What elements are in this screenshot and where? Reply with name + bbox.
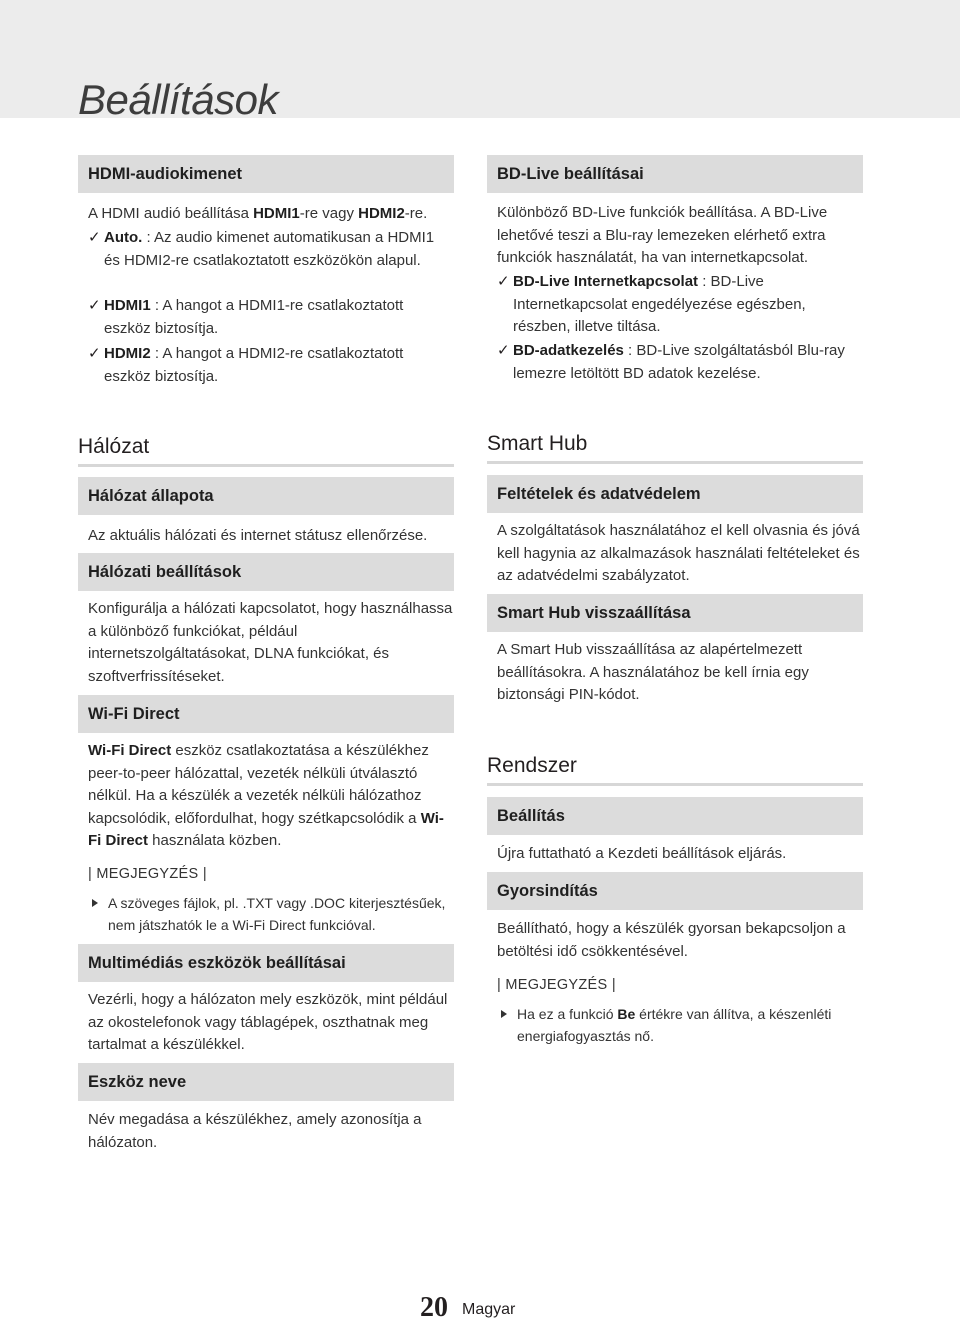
option-text: : Az audio kimenet automatikusan a HDMI1 és HDMI2-re csatlakoztatott eszközökön alapul. <box>104 229 435 269</box>
check-icon: ✓ <box>497 342 510 359</box>
option-text: : BD-Live Internetkapcsolat engedélyezése egészben, részben, illetve tiltása. <box>513 273 806 335</box>
smart-hub-reset-text: A Smart Hub visszaállítása az alapértelmezett beállításokra. A használatához be kell írnia egy biztonsági PIN-kódot. <box>497 641 809 703</box>
network-status-text: Az aktuális hálózati és internet státusz ellenőrzése. <box>88 527 428 544</box>
option-bdlive-internet <box>497 271 863 339</box>
note-label: | MEGJEGYZÉS | <box>88 866 207 882</box>
intro-text: -re. <box>404 205 428 222</box>
page-number: 20 <box>420 1292 448 1323</box>
option-label: Auto. <box>104 229 143 246</box>
smart-hub-reset-heading: Smart Hub visszaállítása <box>487 594 863 632</box>
terms-heading: Feltételek és adatvédelem <box>487 475 863 513</box>
setup-heading: Beállítás <box>487 797 863 835</box>
option-text: : A hangot a HDMI2-re csatlakoztatott eszköz biztosítja. <box>104 345 404 385</box>
wifi-direct-term: Wi-Fi Direct <box>88 809 444 849</box>
option-auto <box>88 227 454 272</box>
option-label: BD-adatkezelés <box>513 342 624 359</box>
bdlive-intro: Különböző BD-Live funkciók beállítása. A BD-Live lehetővé teszi a Blu-ray lemezeken elérhető extra funkciók használatát, ha van internetkapcsolat. <box>497 204 828 266</box>
page-header <box>0 0 960 123</box>
option-hdmi1 <box>88 295 454 340</box>
note-label: | MEGJEGYZÉS | <box>497 977 616 993</box>
intro-text: -re vagy <box>299 205 359 222</box>
note-value-be: Be <box>617 1006 636 1022</box>
hdmi-audio-heading: HDMI-audiokimenet <box>78 155 454 193</box>
triangle-bullet-icon <box>501 1010 507 1018</box>
multimedia-heading: Multimédiás eszközök beállításai <box>78 944 454 982</box>
note-item <box>497 1003 857 1047</box>
setup-text: Újra futtatható a Kezdeti beállítások eljárás. <box>497 845 787 862</box>
smart-hub-group-title: Smart Hub <box>487 429 863 464</box>
option-text: : A hangot a HDMI1-re csatlakoztatott eszköz biztosítja. <box>104 297 404 337</box>
option-bd-data <box>497 340 863 385</box>
device-name-text: Név megadása a készülékhez, amely azonosítja a hálózaton. <box>88 1111 422 1151</box>
option-hdmi2 <box>88 343 454 388</box>
wifi-direct-body: használata közben. <box>148 832 282 849</box>
hdmi-audio-intro <box>88 203 454 226</box>
network-settings-heading: Hálózati beállítások <box>78 553 454 591</box>
intro-hdmi1: HDMI1 <box>253 205 300 222</box>
quickstart-text: Beállítható, hogy a készülék gyorsan bekapcsoljon a betöltési idő csökkentésével. <box>497 920 846 960</box>
page-language: Magyar <box>462 1301 516 1318</box>
page-title: Beállítások <box>78 76 278 123</box>
wifi-direct-text <box>88 740 454 853</box>
check-icon: ✓ <box>497 273 510 290</box>
wifi-direct-body: eszköz csatlakoztatása a készülékhez peer-to-peer hálózattal, vezeték nélküli útválasztó nélkül. Ha a készülék a vezeték nélküli hálózathoz kapcsolódik, előfordulhat, hogy szétkapcsolódik a <box>88 742 429 827</box>
network-group-title: Hálózat <box>78 432 454 467</box>
page-footer <box>0 1292 960 1324</box>
note-text <box>497 1003 857 1047</box>
terms-text: A szolgáltatások használatához el kell olvasnia és jóvá kell hagynia az alkalmazások használati feltételeket és az adatvédelmi szabályzatot. <box>497 522 860 584</box>
note-text: A szöveges fájlok, pl. .TXT vagy .DOC kiterjesztésűek, nem játszhatók le a Wi-Fi Direct funkcióval. <box>108 895 446 933</box>
device-name-heading: Eszköz neve <box>78 1063 454 1101</box>
wifi-direct-heading: Wi-Fi Direct <box>78 695 454 733</box>
check-icon: ✓ <box>88 229 101 246</box>
triangle-bullet-icon <box>92 899 98 907</box>
intro-hdmi2: HDMI2 <box>358 205 405 222</box>
multimedia-text: Vezérli, hogy a hálózaton mely eszközök, mint például az okostelefonok vagy táblagépek, oszthatnak meg tartalmat a készülékkel. <box>88 991 448 1053</box>
option-label: BD-Live Internetkapcsolat <box>513 273 699 290</box>
system-group-title: Rendszer <box>487 751 863 786</box>
note-text-part: értékre van állítva, a készenléti energiafogyasztás nő. <box>517 1006 832 1044</box>
wifi-direct-term: Wi-Fi Direct <box>88 742 172 759</box>
network-settings-text: Konfigurálja a hálózati kapcsolatot, hogy használhassa a különböző funkciókat, például internetszolgáltatásokat, DLNA funkciókat, és szoftverfrissítéseket. <box>88 600 453 685</box>
option-label: HDMI1 <box>104 297 151 314</box>
note-text-part: Ha ez a funkció <box>517 1006 618 1022</box>
option-text: : BD-Live szolgáltatásból Blu-ray lemezre letöltött BD adatok kezelése. <box>513 342 845 382</box>
note-item <box>88 892 448 936</box>
intro-text: A HDMI audió beállítása <box>88 205 254 222</box>
check-icon: ✓ <box>88 297 101 314</box>
quickstart-heading: Gyorsindítás <box>487 872 863 910</box>
check-icon: ✓ <box>88 345 101 362</box>
option-label: HDMI2 <box>104 345 151 362</box>
bdlive-heading: BD-Live beállításai <box>487 155 863 193</box>
network-status-heading: Hálózat állapota <box>78 477 454 515</box>
